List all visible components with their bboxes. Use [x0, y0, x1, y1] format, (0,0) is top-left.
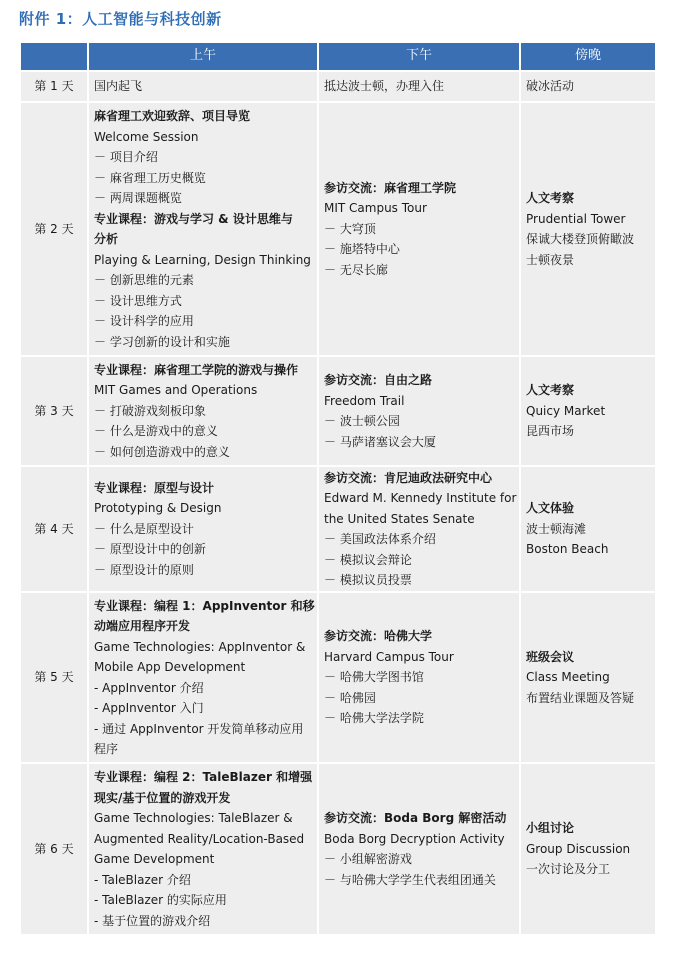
cell-line: Edward M. Kennedy Institute for [324, 491, 517, 505]
cell-heading: 人文考察 [526, 383, 575, 398]
cell-line: - TaleBlazer 的实际应用 [94, 893, 227, 907]
cell-heading: 专业课程：原型与设计 [94, 480, 215, 495]
cell-line: 程序 [94, 742, 119, 756]
cell-line: 昆西市场 [526, 424, 575, 439]
cell-heading: 参访交流：麻省理工学院 [324, 180, 457, 195]
cell-line: 破冰活动 [526, 79, 575, 94]
afternoon-cell [319, 357, 519, 465]
cell-line: 布置结业课题及答疑 [526, 690, 635, 705]
cell-heading: 参访交流：哈佛大学 [324, 629, 433, 644]
cell-line: Mobile App Development [94, 660, 246, 674]
day-cell: 第 4 天 [21, 467, 87, 591]
cell-heading: 麻省理工欢迎致辞、项目导览 [94, 109, 251, 123]
cell-line: － 设计思维方式 [94, 293, 182, 308]
evening-cell [521, 467, 655, 591]
morning-cell [89, 764, 317, 934]
morning-cell [89, 467, 317, 591]
morning-cell [89, 103, 317, 355]
cell-heading: 人文考察 [526, 191, 575, 205]
header-afternoon: 下午 [319, 43, 519, 70]
table-row [21, 103, 655, 355]
cell-line: － 大穹顶 [324, 221, 376, 236]
table-row [21, 72, 655, 101]
afternoon-cell [319, 593, 519, 762]
cell-line: － 学习创新的设计和实施 [94, 334, 230, 349]
cell-line: － 哈佛大学法学院 [324, 711, 424, 726]
evening-cell [521, 103, 655, 355]
evening-cell [521, 764, 655, 934]
cell-line: 保诚大楼登顶俯瞰波 [526, 232, 635, 246]
cell-line: Freedom Trail [324, 393, 405, 408]
cell-heading: 人文体验 [526, 501, 575, 516]
cell-line: － 美国政法体系介绍 [324, 532, 436, 546]
cell-line: Playing & Learning, Design Thinking [94, 252, 311, 267]
cell-line: － 小组解密游戏 [324, 852, 412, 866]
cell-heading: 班级会议 [526, 649, 575, 664]
cell-line: Game Technologies: AppInventor & [94, 639, 306, 654]
cell-line: － 施塔特中心 [324, 242, 400, 257]
cell-heading: 专业课程：麻省理工学院的游戏与操作 [94, 362, 299, 377]
cell-heading: 专业课程：游戏与学习 & 设计思维与 [94, 211, 293, 226]
header-evening: 傍晚 [521, 43, 655, 70]
cell-line: － 设计科学的应用 [94, 314, 194, 328]
evening-cell [521, 72, 655, 101]
cell-line: 波士顿海滩 [526, 521, 587, 536]
day-cell: 第 6 天 [21, 764, 87, 934]
cell-heading: 现实/基于位置的游戏开发 [94, 790, 231, 805]
day-cell: 第 2 天 [21, 103, 87, 355]
table-row [21, 467, 655, 591]
cell-line: － 模拟议会辩论 [324, 552, 412, 567]
evening-cell [521, 357, 655, 465]
cell-line: － 无尽长廊 [324, 262, 388, 277]
cell-line: － 原型设计中的创新 [94, 542, 206, 557]
cell-heading: 小组讨论 [526, 821, 575, 836]
cell-heading: 专业课程：编程 1：AppInventor 和移 [94, 598, 315, 613]
cell-line: 国内起飞 [94, 79, 143, 94]
schedule-table [19, 41, 657, 936]
cell-line: Boda Borg Decryption Activity [324, 831, 505, 846]
cell-line: － 马萨诸塞议会大厦 [324, 434, 436, 449]
cell-line: － 什么是游戏中的意义 [94, 424, 218, 439]
afternoon-cell [319, 103, 519, 355]
afternoon-cell [319, 764, 519, 934]
cell-line: Class Meeting [526, 670, 610, 685]
cell-line: － 麻省理工历史概览 [94, 170, 206, 185]
day-cell: 第 5 天 [21, 593, 87, 762]
cell-line: Quicy Market [526, 403, 606, 418]
cell-line: Augmented Reality/Location-Based [94, 831, 305, 846]
cell-line: Welcome Session [94, 129, 199, 144]
cell-line: － 项目介绍 [94, 150, 158, 164]
cell-line: － 哈佛大学图书馆 [324, 670, 424, 685]
evening-cell [521, 593, 655, 762]
morning-cell [89, 593, 317, 762]
day-cell: 第 3 天 [21, 357, 87, 465]
cell-line: － 两周课题概览 [94, 191, 182, 205]
header-morning: 上午 [89, 43, 317, 70]
cell-line: － 与哈佛大学学生代表组团通关 [324, 872, 496, 887]
cell-line: Prudential Tower [526, 211, 626, 226]
cell-line: MIT Games and Operations [94, 383, 258, 398]
cell-line: the United States Senate [324, 511, 475, 526]
cell-line: － 哈佛园 [324, 690, 376, 705]
cell-line: 抵达波士顿，办理入住 [324, 79, 445, 94]
afternoon-cell [319, 467, 519, 591]
header-day [21, 43, 87, 70]
cell-line: － 什么是原型设计 [94, 521, 194, 536]
cell-heading: 参访交流：自由之路 [324, 373, 433, 387]
cell-line: 一次讨论及分工 [526, 862, 611, 877]
cell-heading: 参访交流：肯尼迪政法研究中心 [324, 470, 493, 485]
cell-line: Prototyping & Design [94, 501, 222, 516]
cell-line: Game Development [94, 852, 215, 866]
morning-cell [89, 72, 317, 101]
afternoon-cell [319, 72, 519, 101]
cell-line: 士顿夜景 [526, 252, 575, 267]
day-cell: 第 1 天 [21, 72, 87, 101]
table-row [21, 764, 655, 934]
table-row [21, 593, 655, 762]
cell-line: Group Discussion [526, 841, 631, 856]
cell-line: - AppInventor 介绍 [94, 680, 204, 695]
cell-line: － 如何创造游戏中的意义 [94, 444, 230, 459]
cell-line: - TaleBlazer 介绍 [94, 872, 191, 887]
cell-line: － 波士顿公园 [324, 414, 400, 428]
cell-line: － 模拟议员投票 [324, 573, 412, 587]
cell-line: Game Technologies: TaleBlazer & [94, 811, 293, 825]
cell-line: - AppInventor 入门 [94, 701, 204, 715]
cell-line: Harvard Campus Tour [324, 649, 454, 664]
cell-line: - 基于位置的游戏介绍 [94, 913, 211, 928]
cell-line: - 通过 AppInventor 开发简单移动应用 [94, 721, 304, 736]
cell-heading: 专业课程：编程 2：TaleBlazer 和增强 [94, 770, 313, 784]
cell-line: MIT Campus Tour [324, 201, 427, 216]
header-row [21, 43, 655, 70]
cell-line: － 创新思维的元素 [94, 273, 194, 287]
morning-cell [89, 357, 317, 465]
cell-line: Boston Beach [526, 542, 609, 557]
cell-line: － 打破游戏刻板印象 [94, 403, 206, 418]
table-row [21, 357, 655, 465]
cell-heading: 动端应用程序开发 [94, 619, 191, 633]
cell-line: － 原型设计的原则 [94, 562, 194, 577]
cell-heading: 参访交流：Boda Borg 解密活动 [324, 811, 507, 825]
cell-heading: 分析 [94, 232, 119, 246]
page-title: 附件 1：人工智能与科技创新 [19, 10, 222, 28]
